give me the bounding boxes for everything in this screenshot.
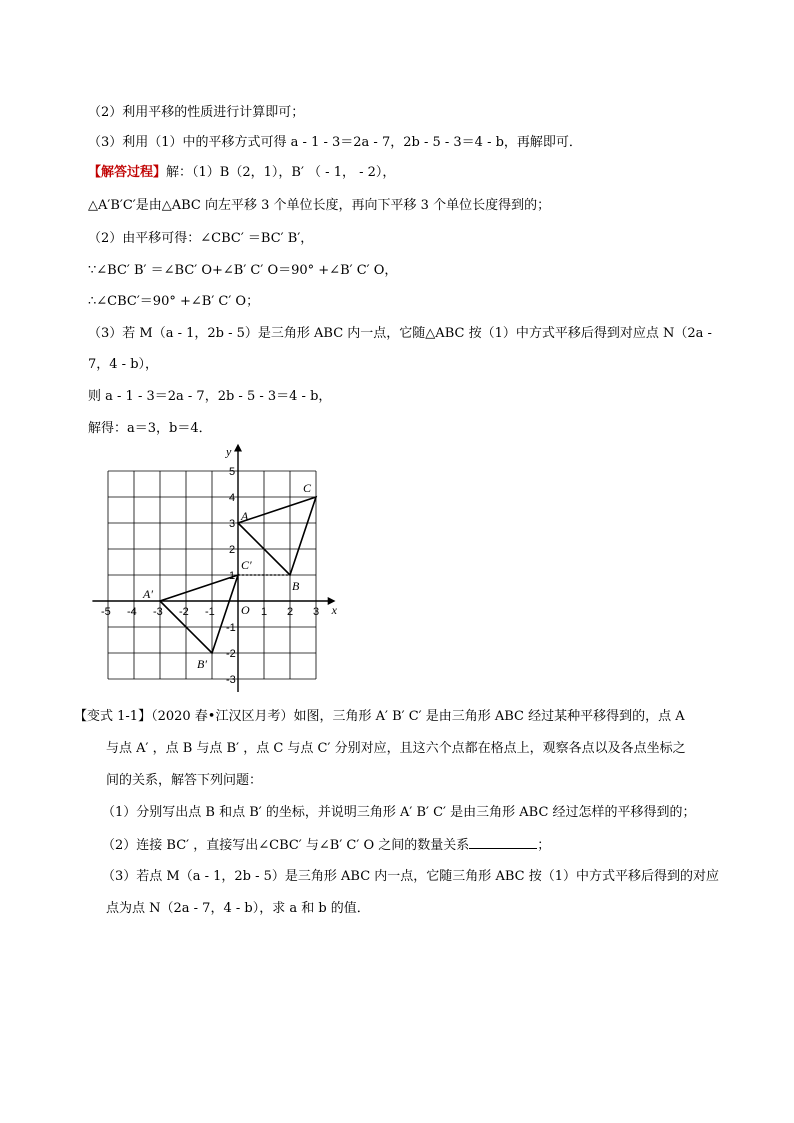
x-tick-label: -5 [101,606,111,618]
y-tick-label: 4 [229,492,236,504]
solution-line-4: ∴∠CBC′＝90° +∠B′ C′ O； [88,294,260,309]
answer-blank [469,836,537,849]
solution-line-8: 解得：a＝3，b＝4． [88,421,212,436]
y-tick-label: -2 [226,648,236,660]
triangle-a1b1c1 [160,575,238,653]
y-axis-label: y [226,444,232,459]
question-2-text: （2）连接 BC′ ，直接写出∠CBC′ 与∠B′ C′ O 之间的数量关系 [102,838,470,853]
origin-label: O [241,603,250,617]
point-a-label: A [241,509,249,523]
variant-line-3: 间的关系，解答下列问题： [106,773,263,788]
variant-line-1 [74,708,685,726]
variant-line-2: 与点 A′ ，点 B 与点 B′ ，点 C 与点 C′ 分别对应，且这六个点都在格点上，观察各点以及各点坐标之 [106,741,686,756]
question-3a: （3）若点 M（a - 1，2b - 5）是三角形 ABC 内一点，它随三角形 ABC 按（1）中方式平移后得到的对应 [102,869,719,884]
x-tick-label: -1 [205,606,215,618]
y-axis-arrow [234,444,242,452]
question-1: （1）分别写出点 B 和点 B′ 的坐标，并说明三角形 A′ B′ C′ 是由三角形 ABC 经过怎样的平移得到的； [102,805,696,820]
y-tick-label: -1 [226,622,236,634]
process-lead: 解： [166,165,193,180]
solution-line-7: 则 a - 1 - 3＝2a - 7，2b - 5 - 3＝4 - b， [88,389,332,404]
x-tick-label: 3 [313,606,320,618]
point-c-label: C [303,481,312,495]
hint-2: （2）利用平移的性质进行计算即可； [88,105,305,120]
question-2-end: ； [537,838,551,853]
point-b-label: B [292,579,300,593]
solution-line-5: （3）若 M（a - 1，2b - 5）是三角形 ABC 内一点，它随△ABC 按（1）中方式平移后得到对应点 N（2a - [88,326,712,341]
solution-line-3: ∵∠BC′ B′ ＝∠BC′ O+∠B′ C′ O＝90° +∠B′ C′ O， [88,263,398,278]
process-tag: 【解答过程】 [88,165,167,180]
grid [108,471,316,679]
question-2 [102,836,550,855]
y-tick-label: 1 [229,570,236,582]
x-axis-label: x [331,603,337,617]
point-a1-label: A′ [143,587,153,601]
variant-tag: 【变式 1-1】 [74,709,152,724]
x-tick-label: -3 [153,606,163,618]
process-text: （1）B（2，1），B′ （ - 1， - 2）， [192,165,396,180]
y-tick-label: -3 [226,674,236,686]
hint-3: （3）利用（1）中的平移方式可得 a - 1 - 3＝2a - 7，2b - 5 - 3＝4 - b，再解即可． [88,135,582,150]
point-b1-label: B′ [197,657,207,671]
figure-labels [101,445,338,687]
y-tick-label: 2 [229,544,236,556]
solution-line-2: （2）由平移可得：∠CBC′ ＝BC′ B′， [88,231,314,246]
y-tick-label: 3 [229,518,236,530]
variant-text-1: （2020 春•江汉区月考）如图，三角形 A′ B′ C′ 是由三角形 ABC 经过某种平移得到的，点 A [151,709,685,724]
point-c1-label: C′ [241,558,252,572]
x-tick-label: 2 [287,606,294,618]
solution-line-1: △A′B′C′是由△ABC 向左平移 3 个单位长度，再向下平移 3 个单位长度得到的； [88,198,551,213]
axes [92,444,335,692]
x-tick-label: 1 [261,606,268,618]
question-3b: 点为点 N（2a - 7，4 - b），求 a 和 b 的值． [106,901,370,916]
x-tick-label: -2 [179,606,189,618]
x-tick-label: -4 [127,606,137,618]
solution-line-6: 7，4 - b）， [88,357,159,372]
y-tick-label: 5 [229,466,236,478]
